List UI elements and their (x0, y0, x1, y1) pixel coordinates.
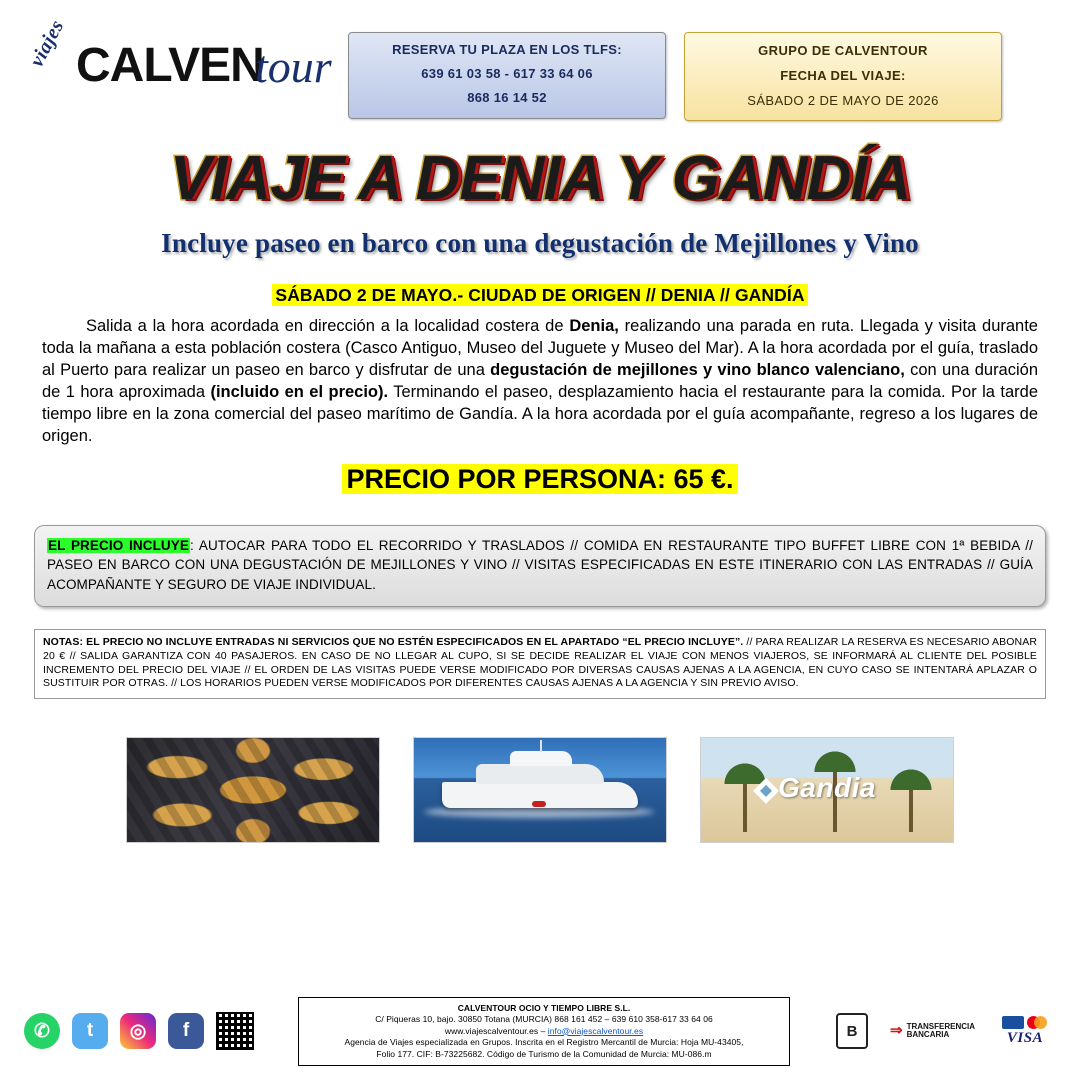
gandia-caption: Gandia (778, 771, 876, 803)
company-registry-2: Folio 177. CIF: B-73225682. Código de Turismo de la Comunidad de Murcia: MU-086.m (376, 1048, 712, 1059)
trip-date-value: SÁBADO 2 DE MAYO DE 2026 (747, 93, 939, 108)
boat-mast (540, 740, 542, 752)
whatsapp-icon[interactable] (24, 1013, 60, 1049)
company-logo (25, 16, 332, 110)
itinerary-text-1: Salida a la hora acordada en dirección a la localidad costera de (86, 317, 570, 335)
itinerary-text-3: con una duración de 1 hora aproximada (42, 360, 1039, 401)
company-address: C/ Piqueras 10, bajo. 30850 Totana (MURCIA) 868 161 452 – 639 610 358-617 33 64 06 (375, 1014, 713, 1025)
photo-gandia-beach (700, 737, 954, 843)
boat-red-marking (532, 801, 546, 807)
phone-numbers-secondary: 868 16 14 52 (467, 89, 547, 105)
phone-numbers-primary: 639 61 03 58 - 617 33 64 06 (421, 65, 593, 81)
company-registry-1: Agencia de Viajes especializada en Grupos. Inscrita en el Registro Mercantil de Murcia: Hoja MU-43405, (344, 1037, 744, 1048)
price-includes-text: : AUTOCAR PARA TODO EL RECORRIDO Y TRASLADOS // COMIDA EN RESTAURANTE TIPO BUFFET LIBRE CON 1ª BEBIDA // PASEO EN BARCO CON UNA DEGUSTACIÓN DE MEJILLONES Y VINO // VISITAS ESPECIFICADAS EN ESTE ITINERARIO CON LAS ENTRADAS // GUÍA ACOMPAÑANTE Y SEGURO DE VIAJE INDIVIDUAL. (47, 537, 1033, 592)
instagram-icon[interactable] (120, 1013, 156, 1049)
photo-mussels (126, 737, 380, 843)
bizum-icon (836, 1013, 868, 1049)
itinerary-day-heading (0, 285, 1080, 306)
instagram-glyph: ◎ (129, 1020, 147, 1042)
notes-label: NOTAS: (43, 636, 84, 649)
itinerary-bold-denia: Denia, (569, 317, 619, 335)
itinerary-bold-incluido: (incluido en el precio). (210, 382, 389, 401)
payment-methods (836, 1013, 1053, 1049)
itinerary-description (42, 316, 1038, 448)
phone-box-heading: RESERVA TU PLAZA EN LOS TLFS: (392, 42, 622, 57)
bizum-glyph: B (846, 1022, 858, 1040)
qr-code-icon[interactable] (216, 1012, 254, 1050)
company-website: www.viajescalventour.es – (444, 1025, 548, 1036)
bank-transfer-line1: TRANSFERENCIA (906, 1021, 976, 1031)
page-title: VIAJE A DENIA Y GANDÍA (169, 144, 911, 213)
company-name: CALVENTOUR OCIO Y TIEMPO LIBRE S.L. (457, 1002, 631, 1013)
page-subtitle: Incluye paseo en barco con una degustación de Mejillones y Vino (161, 228, 919, 258)
notes-text: // PARA REALIZAR LA RESERVA ES NECESARIO ABONAR 20 € // SALIDA GARANTIZA CON 40 PASAJEROS. EN CASO DE NO LLEGAR AL CUPO, SI SE DECIDE REALIZAR EL VIAJE CON MENOS VIAJEROS, SE INFORMARÁ AL CLIENTE DEL POSIBLE INCREMENTO DEL PRECIO DEL VIAJE // EL ORDEN DE LAS VISITAS PUEDE VERSE MODIFICADO POR DIVERSAS CAUSAS AJENAS A LA AGENCIA, EN CUYO CASO SE INTENTARÁ APLAZAR O SUSTITUIR POR OTRAS. // LOS HORARIOS PUEDEN VERSE MODIFICADOS POR DIFERENTES CAUSAS AJENAS A LA AGENCIA Y SIN PREVIO AVISO. (43, 636, 1037, 690)
whatsapp-glyph: ✆ (34, 1020, 50, 1042)
logo-viajes-text: viajes (25, 16, 69, 71)
mastercard-icon (1027, 1016, 1049, 1029)
mastercard-circle-orange (1034, 1016, 1047, 1029)
card-logos-row (997, 1016, 1053, 1029)
notes-bold-text: EL PRECIO NO INCLUYE ENTRADAS NI SERVICIOS QUE NO ESTÉN ESPECIFICADOS EN EL APARTADO “EL PRECIO INCLUYE”. (83, 636, 744, 649)
social-links (24, 1012, 254, 1050)
title-section (0, 143, 1080, 214)
footer (0, 997, 1080, 1066)
company-web-line (305, 1026, 783, 1037)
price-includes-label: EL PRECIO INCLUYE (48, 537, 189, 553)
notes-box (34, 629, 1046, 699)
header (0, 0, 1080, 121)
twitter-glyph: t (86, 1020, 94, 1042)
trip-date-label: FECHA DEL VIAJE: (780, 68, 906, 83)
card-payment-icons (997, 1016, 1053, 1047)
bank-transfer-icon (890, 1023, 975, 1040)
visa-label: VISA (1006, 1029, 1044, 1046)
photo-gallery (0, 737, 1080, 843)
itinerary-text-2: realizando una parada en ruta. Llegada y visita durante toda la mañana a esta población costera (Casco Antiguo, Museo del Juguete y Museo del Mar). A la hora acordada por el guía, traslado al Puerto para realizar un paseo en barco y disfrutar de una (42, 317, 1038, 379)
twitter-icon[interactable] (72, 1013, 108, 1049)
itinerary-bold-degustacion: degustación de mejillones y vino blanco valenciano, (490, 360, 905, 379)
boat-deck (476, 764, 604, 784)
bank-transfer-label (907, 1023, 975, 1040)
blue-card-icon (1002, 1016, 1024, 1029)
bank-transfer-line2: BANCARIA (906, 1030, 950, 1040)
group-name: GRUPO DE CALVENTOUR (758, 43, 928, 58)
facebook-glyph: f (182, 1020, 190, 1042)
itinerary-day-heading-text: SÁBADO 2 DE MAYO.- CIUDAD DE ORIGEN // DENIA // GANDÍA (272, 284, 807, 306)
price-includes-box (34, 525, 1046, 608)
photo-boat (413, 737, 667, 843)
price-per-person: PRECIO POR PERSONA: 65 €. (342, 464, 737, 494)
transfer-arrow-icon: ⇒ (890, 1022, 903, 1040)
group-date-box (684, 32, 1002, 121)
price-section (0, 464, 1080, 495)
facebook-icon[interactable] (168, 1013, 204, 1049)
reservation-phone-box (348, 32, 666, 119)
logo-calven-text: CALVEN (76, 39, 264, 92)
company-email[interactable]: info@viajescalventour.es (547, 1025, 644, 1036)
itinerary-text-4: Terminando el paseo, desplazamiento hacia el restaurante para la comida. Por la tarde tiempo libre en la zona comercial del paseo marítimo de Gandía. A la hora acordada por el guía acompañante, regreso a los lugares de origen. (42, 382, 1038, 445)
company-details-box (298, 997, 790, 1066)
boat-bridge (510, 751, 572, 766)
logo-tour-text: tour (255, 41, 332, 92)
